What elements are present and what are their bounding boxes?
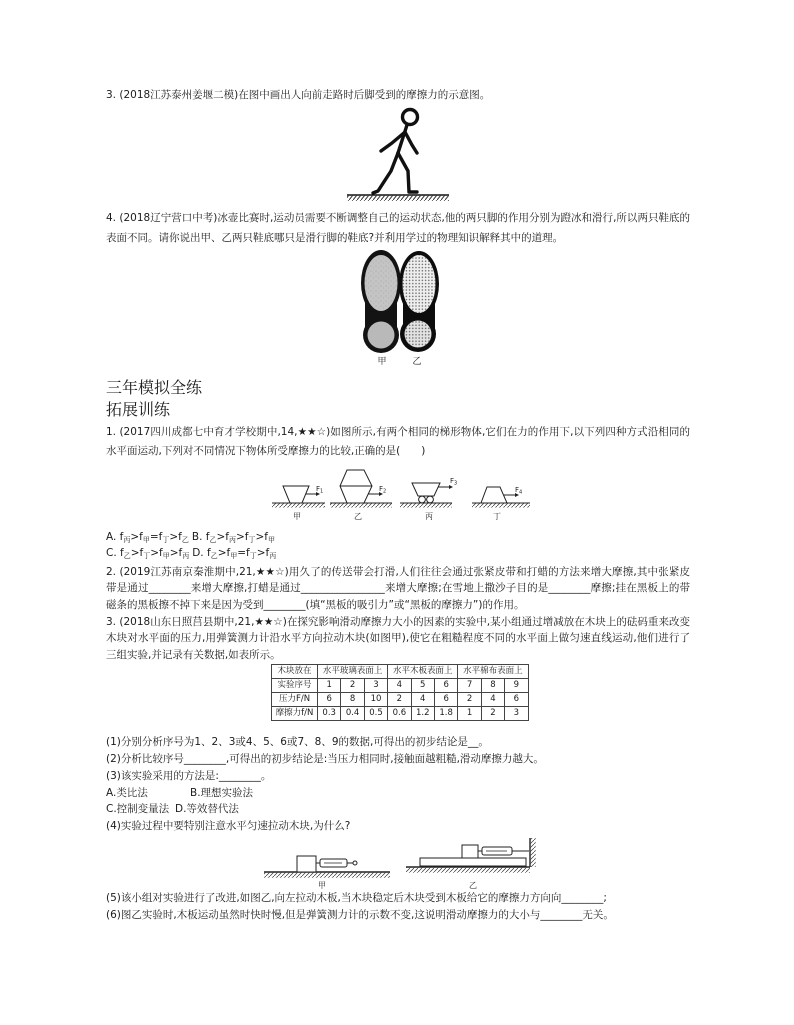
force-label-f3: $F_3$ (450, 477, 458, 487)
ground-hatching (272, 504, 325, 508)
ground-hatching (406, 868, 530, 873)
walking-stick-figure-diagram (345, 105, 455, 205)
table-cell: 5 (411, 679, 434, 693)
table-cell: 6 (318, 693, 341, 707)
table-cell: 2 (388, 693, 411, 707)
choice-a: A.类比法 (106, 786, 148, 799)
option-b: B. $f_乙>f_丙>f_丁>f_甲$ (191, 531, 275, 544)
question-2-stem: 2. (2019江苏南京秦淮期中,21,★★☆)用久了的传送带会打滑,人们往往会通过张紧皮带和打蜡的方法来增大摩擦,其中张紧皮带是通过________来增大摩擦,打蜡是通过________________来增大摩擦;在雪地上撒沙子目的是________摩擦;挂在黑板上的带磁条的黑板擦不掉下来是因为受到________(填“黑板的吸引力”或“黑板的摩擦力”)的作用。 (106, 565, 690, 611)
table-cell: 6 (505, 693, 528, 707)
table-cell: 6 (434, 679, 457, 693)
subsection-title: 拓展训练 (106, 400, 171, 419)
table-row (272, 707, 529, 721)
wooden-board (420, 858, 526, 866)
option-d: D. $f_乙>f_甲=f_丁>f_丙$ (192, 547, 277, 560)
options-row-1 (106, 529, 690, 545)
table-cell: 1 (318, 679, 341, 693)
shoe-label-jia: 甲 (377, 357, 387, 366)
table-cell: 1.8 (434, 707, 457, 721)
subquestion-2: (2)分析比较序号________,可得出的初步结论是:当压力相同时,接触面越粗糙,滑动摩擦力越大。 (106, 753, 544, 766)
friction-data-table (271, 664, 529, 721)
friction-experiment-diagrams (258, 836, 538, 890)
table-row (272, 693, 529, 707)
stick-figure-back-leg (373, 153, 398, 193)
stick-figure-front-leg (398, 153, 417, 192)
roller-right (427, 496, 434, 503)
figure-label-ding: 丁 (493, 512, 501, 521)
options-row-2 (106, 545, 690, 561)
shoe-sole-yi (399, 251, 439, 352)
content-column (106, 0, 690, 924)
ground-hatching (330, 504, 392, 508)
table-cell: 4 (481, 693, 504, 707)
subquestion-4: (4)实验过程中要特别注意水平匀速拉动木块,为什么? (106, 820, 351, 833)
table-cell: 0.4 (341, 707, 364, 721)
subquestion-6: (6)图乙实验时,木板运动虽然时快时慢,但是弹簧测力计的示数不变,这说明滑动摩擦力的大小与________无关。 (106, 909, 614, 922)
table-cell: 0.6 (388, 707, 411, 721)
table-cell: 8 (481, 679, 504, 693)
option-c: C. $f_乙>f_丁>f_甲>f_丙$ (106, 547, 190, 560)
experiment-setup-yi (406, 838, 536, 873)
table-cell: 8 (341, 693, 364, 707)
table-cell: 2 (341, 679, 364, 693)
table-header-cell: 水平棉布表面上 (458, 665, 528, 679)
subquestion-3: (3)该实验采用的方法是:________。 (106, 769, 272, 782)
table-cell: 0.5 (364, 707, 387, 721)
figure-label-jia: 甲 (293, 512, 301, 521)
question-1-stem: 1. (2017四川成都七中育才学校期中,14,★★☆)如图所示,有两个相同的梯形物体,它们在力的作用下,以下列四种方式沿相同的水平面运动,下列对不同情况下物体所受摩擦力的比较,正确的是( ) (106, 425, 690, 457)
section-title: 三年模拟全练 (106, 378, 203, 397)
wooden-block (462, 845, 478, 858)
figure-label-jia: 甲 (318, 881, 326, 891)
table-header-cell: 水平玻璃表面上 (318, 665, 388, 679)
stick-figure-front-arm (405, 132, 417, 153)
roller-left (419, 496, 426, 503)
choices-row-2 (106, 801, 690, 818)
table-row-label: 实验序号 (272, 679, 318, 693)
trapezoid-on-rollers (412, 483, 440, 496)
shoe-sole-jia (361, 250, 401, 353)
question-curling-shoes: 4. (2018辽宁营口中考)冰壶比赛时,运动员需要不断调整自己的运动状态,他的两只脚的作用分别为蹬冰和滑行,所以两只鞋底的表面不同。请你说出甲、乙两只鞋底哪只是滑行脚的鞋底?并利用学过的物理知识解释其中的道理。 (106, 212, 690, 244)
curling-shoe-soles-photo (360, 250, 440, 366)
question-3-subquestions (106, 734, 690, 835)
force-label-f2: $F_2$ (379, 485, 387, 495)
subquestion-5: (5)该小组对实验进行了改进,如图乙,向左拉动木板,当木块稳定后木块受到木板给它的摩擦力方向向________; (106, 892, 607, 905)
wall-hatching (531, 838, 536, 867)
ground-hatching (347, 196, 449, 201)
table-cell: 10 (364, 693, 387, 707)
choice-b: B.理想实验法 (190, 786, 254, 799)
table-cell: 9 (505, 679, 528, 693)
question-walking-friction: 3. (2018江苏泰州姜堰二模)在图中画出人向前走路时后脚受到的摩擦力的示意图。 (106, 89, 491, 101)
subquestion-1: (1)分别分析序号为1、2、3或4、5、6或7、8、9的数据,可得出的初步结论是__。 (106, 736, 489, 749)
shoe-label-yi: 乙 (412, 357, 422, 366)
ground-hatching (472, 504, 530, 508)
arrowhead (449, 485, 453, 489)
trapezoid-upright (481, 487, 507, 503)
trapezoid-inverted (283, 486, 309, 503)
force-label-f1: $F_1$ (316, 485, 324, 495)
table-cell: 1.2 (411, 707, 434, 721)
table-cell: 7 (458, 679, 481, 693)
choice-c: C.控制变量法 (106, 803, 170, 816)
question-3-followups (106, 890, 690, 924)
wooden-block (297, 856, 316, 872)
figure-label-bing: 丙 (425, 512, 433, 521)
table-row-label: 摩擦力f/N (272, 707, 318, 721)
choice-d: D.等效替代法 (175, 803, 239, 816)
option-a: A. $f_丙>f_甲=f_丁>f_乙$ (106, 531, 189, 544)
choices-row-1 (106, 785, 690, 802)
table-cell: 1 (458, 707, 481, 721)
pull-ring (353, 861, 357, 865)
table-cell: 4 (411, 693, 434, 707)
table-cell: 6 (434, 693, 457, 707)
force-label-f4: $F_4$ (515, 486, 523, 496)
heel-smooth (368, 322, 395, 349)
table-cell: 0.3 (318, 707, 341, 721)
table-cell: 3 (505, 707, 528, 721)
table-cell: 3 (364, 679, 387, 693)
table-header-cell: 木块放在 (272, 665, 318, 679)
ground-hatching (400, 504, 452, 508)
table-row (272, 679, 529, 693)
figure-label-yi: 乙 (469, 881, 477, 891)
table-row-label: 压力F/N (272, 693, 318, 707)
question-3-stem: 3. (2018山东日照莒县期中,21,★★☆)在探究影响滑动摩擦力大小的因素的实验中,某小组通过增减放在木块上的砝码重来改变木块对水平面的压力,用弹簧测力计沿水平方向拉动木块(如图甲),使它在粗糙程度不同的水平面上做匀速直线运动,他们进行了三组实验,并记录有关数据,如表所示。 (106, 615, 690, 661)
table-header-row (272, 665, 529, 679)
table-cell: 2 (458, 693, 481, 707)
ground-hatching (264, 873, 390, 878)
trapezoid-friction-diagrams (265, 462, 540, 525)
experiment-setup-jia (264, 856, 390, 878)
question-1-options (106, 529, 690, 561)
stick-figure (373, 110, 418, 194)
table-cell: 2 (481, 707, 504, 721)
stick-figure-head (403, 110, 418, 125)
figure-label-yi: 乙 (354, 512, 362, 521)
diagram-bing (400, 483, 453, 508)
table-header-cell: 水平木板表面上 (388, 665, 458, 679)
table-cell: 4 (388, 679, 411, 693)
